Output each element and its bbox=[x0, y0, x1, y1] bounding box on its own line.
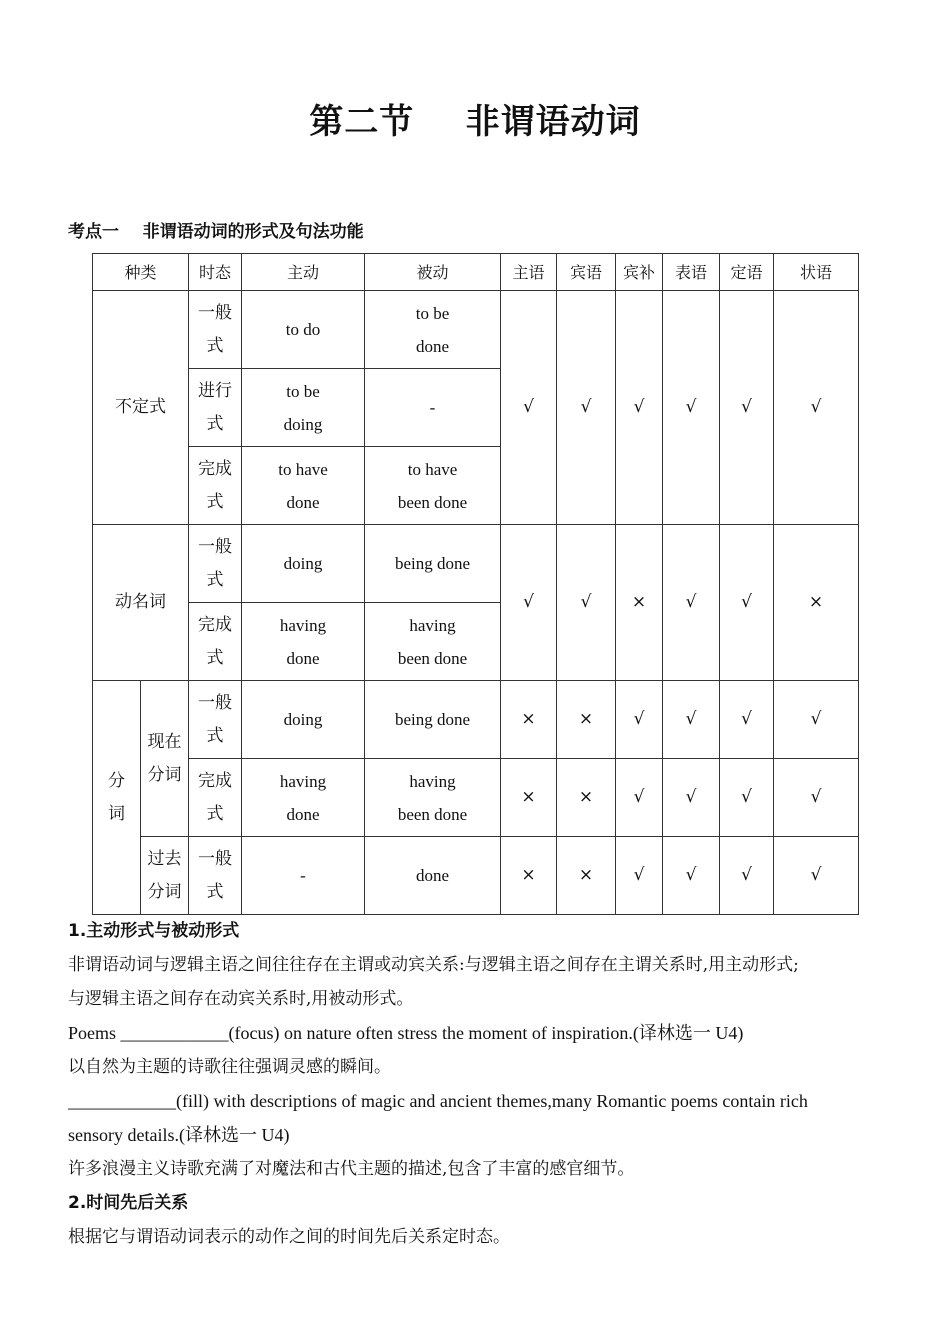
function-mark: √ bbox=[616, 681, 663, 759]
function-mark: √ bbox=[663, 681, 720, 759]
nonfinite-verb-table bbox=[92, 253, 859, 915]
active-form-cell: to do bbox=[242, 291, 365, 369]
category-infinitive: 不定式 bbox=[93, 291, 189, 525]
passive-form-cell: to be done bbox=[365, 291, 501, 369]
passive-form-cell: to have been done bbox=[365, 447, 501, 525]
function-mark: √ bbox=[616, 291, 663, 525]
passive-form-cell: - bbox=[365, 369, 501, 447]
paragraph-line: 与逻辑主语之间存在动宾关系时,用被动形式。 bbox=[68, 989, 414, 1009]
active-form-cell: doing bbox=[242, 681, 365, 759]
function-mark: × bbox=[616, 525, 663, 681]
passive-form-cell: being done bbox=[365, 525, 501, 603]
tense-cell: 一般 式 bbox=[189, 681, 242, 759]
active-form-cell: doing bbox=[242, 525, 365, 603]
active-form-cell: to have done bbox=[242, 447, 365, 525]
category-participle: 分 词 bbox=[93, 681, 141, 915]
function-mark: √ bbox=[774, 681, 859, 759]
header-cell: 宾语 bbox=[557, 254, 616, 291]
table-header-row bbox=[93, 254, 859, 291]
example-sentence-en: Poems ____________(focus) on nature often stress the moment of inspiration.(译林选一 U4) bbox=[68, 1023, 744, 1043]
active-form-cell: having done bbox=[242, 759, 365, 837]
function-mark: √ bbox=[720, 291, 774, 525]
function-mark: √ bbox=[774, 759, 859, 837]
function-mark: × bbox=[501, 837, 557, 915]
header-cell: 表语 bbox=[663, 254, 720, 291]
function-mark: √ bbox=[774, 837, 859, 915]
header-cell: 时态 bbox=[189, 254, 242, 291]
tense-cell: 一般 式 bbox=[189, 291, 242, 369]
table-row bbox=[93, 837, 859, 915]
header-cell: 被动 bbox=[365, 254, 501, 291]
subsection-heading-1: 1.主动形式与被动形式 bbox=[68, 921, 240, 941]
function-mark: √ bbox=[720, 525, 774, 681]
function-mark: × bbox=[557, 759, 616, 837]
function-mark: × bbox=[501, 759, 557, 837]
function-mark: × bbox=[501, 681, 557, 759]
function-mark: √ bbox=[557, 291, 616, 525]
example-translation-cn: 许多浪漫主义诗歌充满了对魔法和古代主题的描述,包含了丰富的感官细节。 bbox=[68, 1159, 635, 1179]
header-cell: 种类 bbox=[93, 254, 189, 291]
paragraph-line: 根据它与谓语动词表示的动作之间的时间先后关系定时态。 bbox=[68, 1227, 510, 1247]
passive-form-cell: having been done bbox=[365, 759, 501, 837]
example-sentence-en: ____________(fill) with descriptions of magic and ancient themes,many Romantic poems contain rich bbox=[68, 1091, 808, 1111]
function-mark: √ bbox=[663, 837, 720, 915]
function-mark: √ bbox=[663, 525, 720, 681]
function-mark: √ bbox=[501, 291, 557, 525]
function-mark: × bbox=[557, 681, 616, 759]
header-cell: 主语 bbox=[501, 254, 557, 291]
tense-cell: 完成 式 bbox=[189, 447, 242, 525]
page-title: 第二节 非谓语动词 bbox=[309, 102, 641, 142]
tense-cell: 一般 式 bbox=[189, 837, 242, 915]
passive-form-cell: being done bbox=[365, 681, 501, 759]
passive-form-cell: done bbox=[365, 837, 501, 915]
section-heading: 考点一 非谓语动词的形式及句法功能 bbox=[68, 222, 364, 242]
function-mark: √ bbox=[663, 291, 720, 525]
function-mark: √ bbox=[720, 837, 774, 915]
tense-cell: 一般 式 bbox=[189, 525, 242, 603]
example-translation-cn: 以自然为主题的诗歌往往强调灵感的瞬间。 bbox=[68, 1057, 391, 1077]
header-cell: 宾补 bbox=[616, 254, 663, 291]
function-mark: √ bbox=[720, 759, 774, 837]
function-mark: √ bbox=[557, 525, 616, 681]
table-row bbox=[93, 525, 859, 603]
function-mark: √ bbox=[774, 291, 859, 525]
subcategory-past-participle: 过去 分词 bbox=[141, 837, 189, 915]
active-form-cell: to be doing bbox=[242, 369, 365, 447]
function-mark: √ bbox=[616, 759, 663, 837]
function-mark: √ bbox=[720, 681, 774, 759]
header-cell: 定语 bbox=[720, 254, 774, 291]
active-form-cell: - bbox=[242, 837, 365, 915]
active-form-cell: having done bbox=[242, 603, 365, 681]
explanation-text bbox=[68, 914, 898, 1254]
paragraph-line: 非谓语动词与逻辑主语之间往往存在主谓或动宾关系:与逻辑主语之间存在主谓关系时,用主动形式; bbox=[68, 955, 799, 975]
function-mark: √ bbox=[663, 759, 720, 837]
header-cell: 主动 bbox=[242, 254, 365, 291]
table-row bbox=[93, 681, 859, 759]
table-row bbox=[93, 291, 859, 369]
example-sentence-en: sensory details.(译林选一 U4) bbox=[68, 1125, 290, 1145]
tense-cell: 进行 式 bbox=[189, 369, 242, 447]
subsection-heading-2: 2.时间先后关系 bbox=[68, 1193, 189, 1213]
table-row bbox=[93, 759, 859, 837]
tense-cell: 完成 式 bbox=[189, 759, 242, 837]
tense-cell: 完成 式 bbox=[189, 603, 242, 681]
function-mark: × bbox=[774, 525, 859, 681]
header-cell: 状语 bbox=[774, 254, 859, 291]
function-mark: √ bbox=[616, 837, 663, 915]
subcategory-present-participle: 现在 分词 bbox=[141, 681, 189, 837]
category-gerund: 动名词 bbox=[93, 525, 189, 681]
function-mark: × bbox=[557, 837, 616, 915]
passive-form-cell: having been done bbox=[365, 603, 501, 681]
function-mark: √ bbox=[501, 525, 557, 681]
